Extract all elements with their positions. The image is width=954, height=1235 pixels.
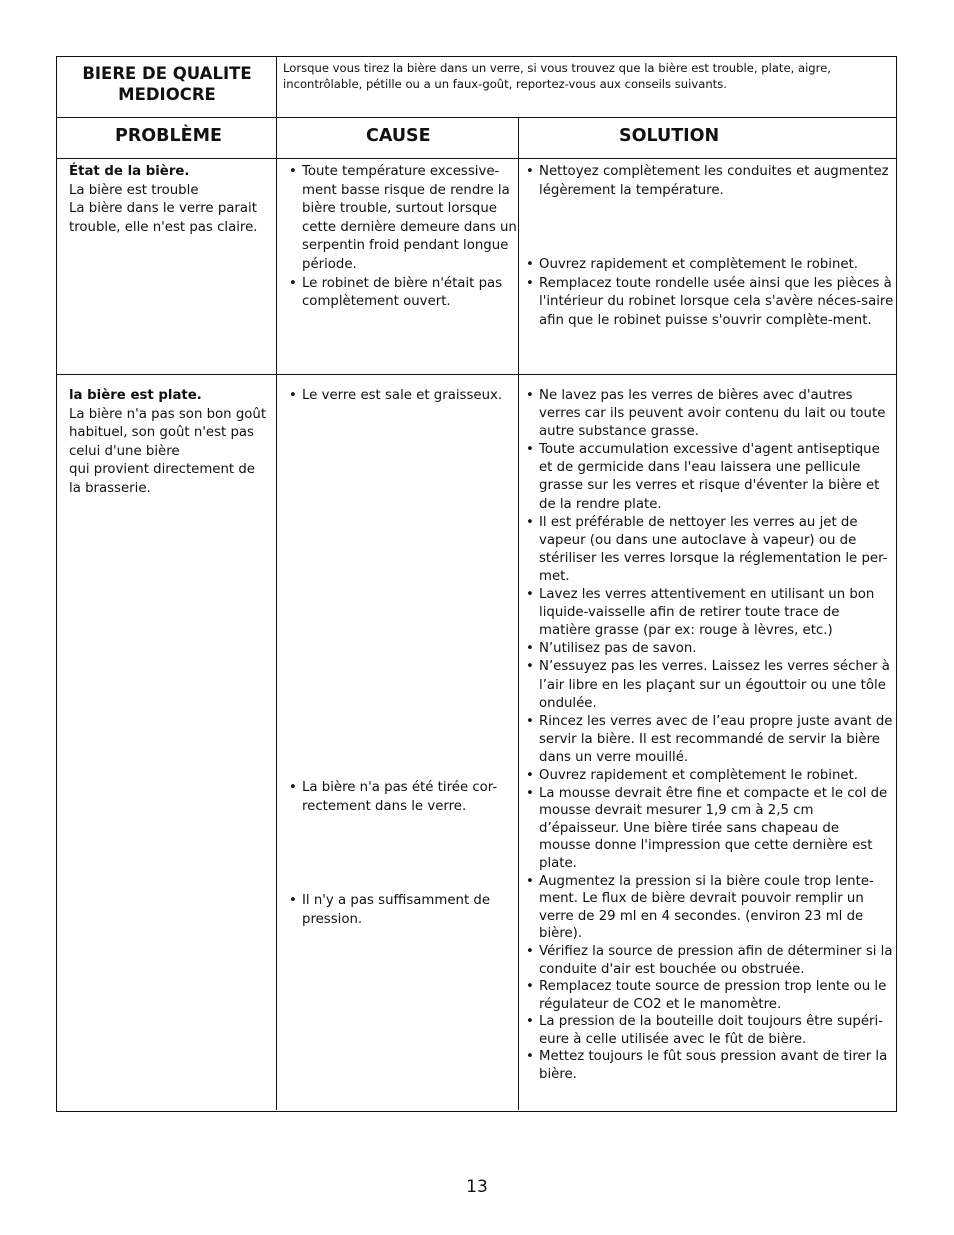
list-item: • Ne lavez pas les verres de bières avec d'autres verres car ils peuvent avoir contenu du lait ou toute autre substance grasse.: [526, 387, 894, 441]
list-item: • Le verre est sale et graisseux.: [289, 387, 517, 406]
problem-title: État de la bière.: [69, 164, 190, 179]
cause-list: [289, 387, 517, 406]
table-title: [57, 63, 277, 105]
cause-cell: [289, 163, 517, 312]
intro-text: Lorsque vous tirez la bière dans un verre, si vous trouvez que la bière est trouble, plate, aigre, incontrôlable, pétille ou a un faux-goût, reportez-vous aux conseils suivants.: [283, 61, 831, 91]
list-item: • Rincez les verres avec de l’eau propre juste avant de servir la bière. Il est recommandé de servir la bière dans un verre mouillé.: [526, 713, 894, 767]
problem-cell: [69, 387, 269, 499]
cause-list: [289, 779, 517, 816]
column-header-solution: SOLUTION: [619, 126, 720, 146]
list-item: • Ouvrez rapidement et complètement le robinet.: [526, 767, 894, 785]
problem-cell: [69, 163, 269, 237]
solution-list: [526, 873, 894, 1084]
list-item: • Vérifiez la source de pression afin de déterminer si la conduite d'air est bouchée ou obstruée.: [526, 943, 894, 978]
divider: [57, 158, 896, 159]
list-item: • N’essuyez pas les verres. Laissez les verres sécher à l’air libre en les plaçant sur un égouttoir ou une tôle ondulée.: [526, 658, 894, 712]
problem-description: La bière n'a pas son bon goût habituel, son goût n'est pas celui d'une bière qui provient directement de la brasserie.: [69, 406, 267, 496]
solution-list: [526, 767, 894, 873]
list-item: • Ouvrez rapidement et complètement le robinet.: [526, 256, 894, 275]
cause-list: [289, 892, 517, 929]
list-item: • Il est préférable de nettoyer les verres au jet de vapeur (ou dans une autoclave à vapeur) ou de stériliser les verres lorsque la réglementation le per-met.: [526, 514, 894, 586]
divider: [57, 374, 896, 375]
list-item: • Remplacez toute rondelle usée ainsi que les pièces à l'intérieur du robinet lorsque cela s'avère néces-saire afin que le robinet puisse s'ouvrir complète-ment.: [526, 275, 894, 331]
solution-list: [526, 163, 894, 200]
solution-list: [526, 387, 894, 767]
column-divider: [276, 57, 277, 1110]
list-item: • Lavez les verres attentivement en utilisant un bon liquide-vaisselle afin de retirer toute trace de matière grasse (par ex: rouge à lèvres, etc.): [526, 586, 894, 640]
page-number: 13: [466, 1177, 488, 1197]
list-item: • Mettez toujours le fût sous pression avant de tirer la bière.: [526, 1048, 894, 1083]
list-item: • Toute température excessive-ment basse risque de rendre la bière trouble, surtout lorsque cette dernière demeure dans un serpentin froid pendant longue période.: [289, 163, 517, 275]
title-line-2: MEDIOCRE: [118, 85, 216, 104]
list-item: • La mousse devrait être fine et compacte et le col de mousse devrait mesurer 1,9 cm à 2,5 cm d’épaisseur. Une bière tirée sans chapeau de mousse donne l'impression que cette dernière est plate.: [526, 785, 894, 873]
list-item: • Il n'y a pas suffisamment de pression.: [289, 892, 517, 929]
solution-list: [526, 256, 894, 330]
problem-title: la bière est plate.: [69, 388, 202, 403]
list-item: • Augmentez la pression si la bière coule trop lente-ment. Le flux de bière devrait pouvoir remplir un verre de 29 ml en 4 secondes. (environ 23 ml de bière).: [526, 873, 894, 943]
troubleshooting-table: [56, 56, 897, 1112]
list-item: • Le robinet de bière n'était pas complètement ouvert.: [289, 275, 517, 312]
column-header-problem: PROBLÈME: [115, 126, 222, 146]
list-item: • N’utilisez pas de savon.: [526, 640, 894, 658]
cause-list: [289, 163, 517, 312]
cause-cell: [289, 387, 517, 927]
solution-cell: [526, 387, 894, 1084]
column-header-cause: CAUSE: [366, 126, 431, 146]
list-item: • Nettoyez complètement les conduites et augmentez légèrement la température.: [526, 163, 894, 200]
list-item: • La pression de la bouteille doit toujours être supéri-eure à celle utilisée avec le fût de bière.: [526, 1013, 894, 1048]
solution-cell: [526, 163, 894, 331]
divider: [57, 117, 896, 118]
title-line-1: BIERE DE QUALITE: [82, 64, 252, 83]
column-divider: [518, 118, 519, 1110]
list-item: • Toute accumulation excessive d'agent antiseptique et de germicide dans l'eau laissera une pellicule grasse sur les verres et risque d'éventer la bière et de la rendre plate.: [526, 441, 894, 513]
list-item: • Remplacez toute source de pression trop lente ou le régulateur de CO2 et le manomètre.: [526, 978, 894, 1013]
problem-description: La bière est trouble La bière dans le verre parait trouble, elle n'est pas claire.: [69, 182, 258, 235]
list-item: • La bière n'a pas été tirée cor-rectement dans le verre.: [289, 779, 517, 816]
